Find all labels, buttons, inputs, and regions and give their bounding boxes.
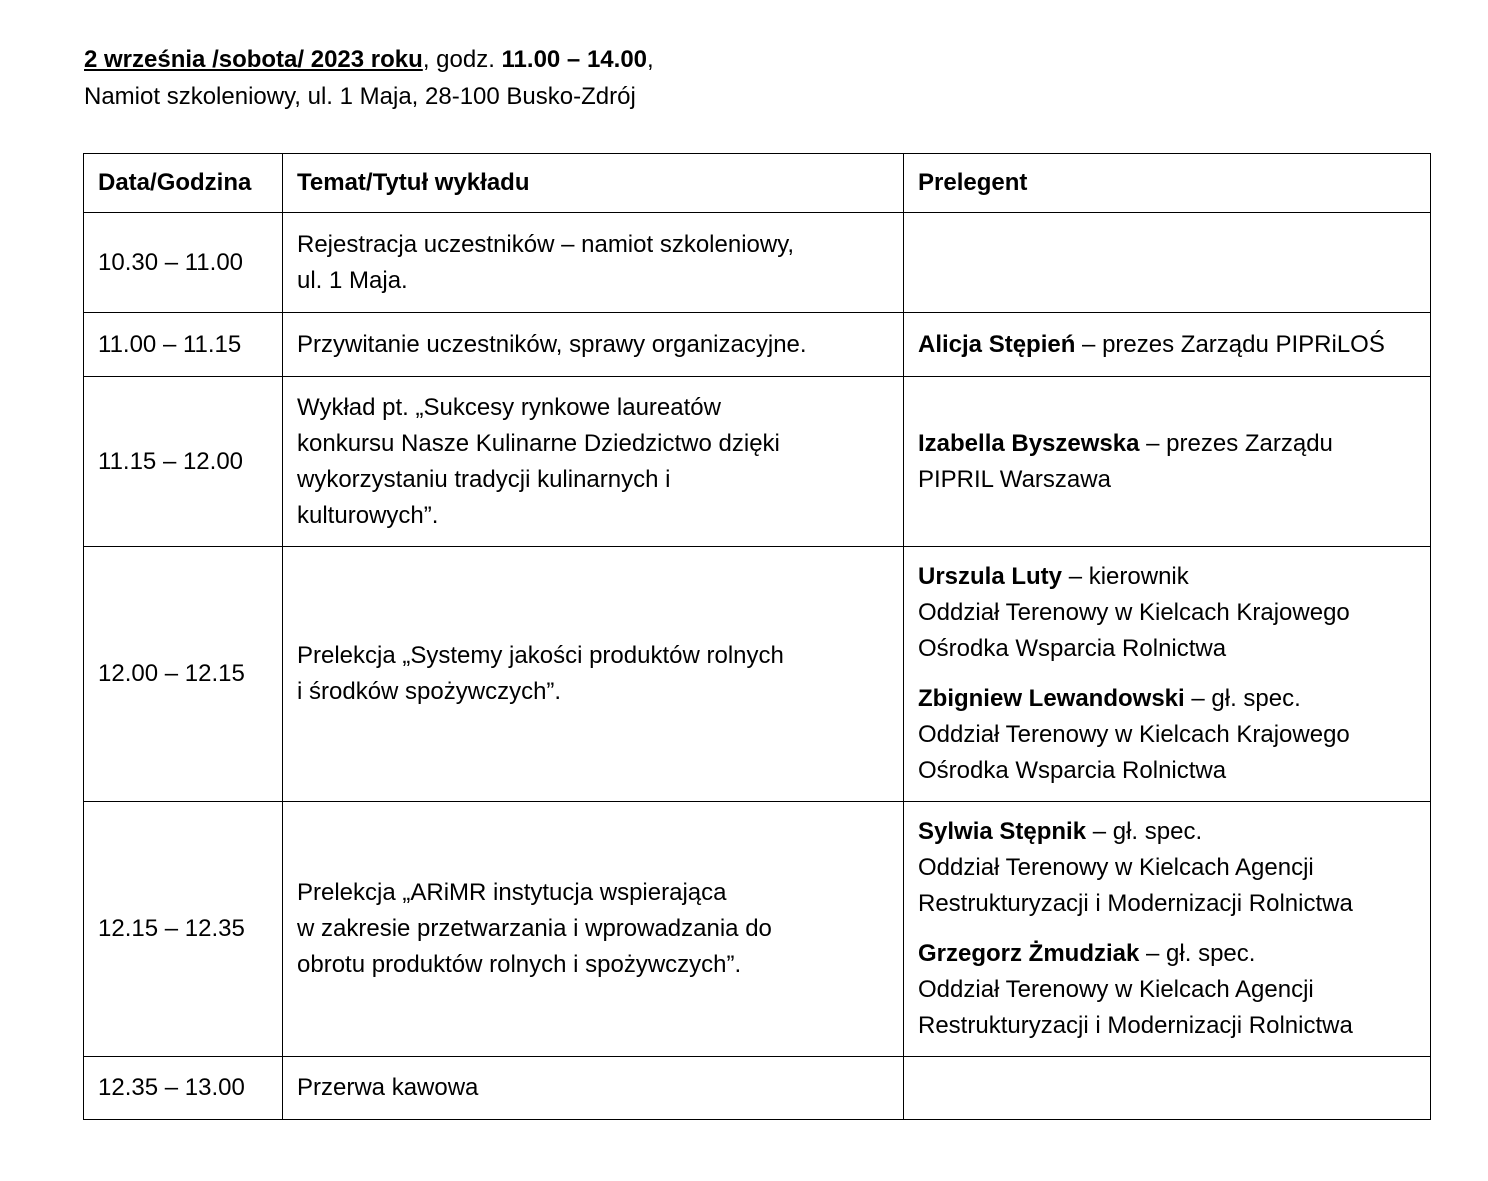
speaker-cell — [904, 802, 1431, 1057]
topic-line: Przywitanie uczestników, sprawy organizacyjne. — [297, 330, 807, 358]
speaker-affiliation-line: Oddział Terenowy w Kielcach Krajowego — [918, 721, 1350, 748]
time-cell: 10.30 – 11.00 — [84, 213, 283, 313]
topic-line: Prelekcja „Systemy jakości produktów rolnych — [297, 642, 784, 669]
speaker-name: Sylwia Stępnik — [918, 818, 1087, 845]
topic-line: ul. 1 Maja. — [297, 266, 408, 294]
speaker-name: Zbigniew Lewandowski — [918, 685, 1185, 712]
speaker-affiliation-line: Ośrodka Wsparcia Rolnictwa — [918, 757, 1227, 784]
table-row — [84, 213, 1431, 313]
event-header — [84, 42, 654, 116]
topic-line: kulturowych”. — [297, 501, 439, 529]
event-hours: 11.00 – 14.00 — [501, 46, 648, 73]
table-row — [84, 802, 1431, 1057]
header-comma: , — [422, 46, 430, 73]
topic-cell — [283, 377, 904, 547]
event-location: Namiot szkoleniowy, ul. 1 Maja, 28-100 Busko-Zdrój — [84, 83, 636, 110]
speaker-affiliation-line: Restrukturyzacji i Modernizacji Rolnictwa — [918, 890, 1353, 917]
speaker-role: – gł. spec. — [1086, 818, 1203, 845]
speaker-entry — [918, 559, 1416, 667]
speaker-entry — [918, 681, 1416, 789]
speaker-affiliation-line: Ośrodka Wsparcia Rolnictwa — [918, 635, 1227, 662]
topic-line: Prelekcja „ARiMR instytucja wspierająca — [297, 879, 727, 906]
speaker-role: – gł. spec. — [1184, 685, 1301, 712]
speaker-affiliation-line: Oddział Terenowy w Kielcach Krajowego — [918, 599, 1350, 626]
time-cell: 12.00 – 12.15 — [84, 547, 283, 802]
speaker-cell — [904, 547, 1431, 802]
topic-line: konkursu Nasze Kulinarne Dziedzictwo dzięki — [297, 429, 780, 457]
event-date: 2 września /sobota/ 2023 roku — [84, 46, 423, 73]
event-date-line — [84, 42, 654, 79]
topic-line: obrotu produktów rolnych i spożywczych”. — [297, 951, 742, 978]
speaker-cell — [904, 1057, 1431, 1120]
speaker-entry — [918, 936, 1416, 1044]
speaker-cell — [904, 377, 1431, 547]
speaker-role: – gł. spec. — [1139, 940, 1256, 967]
topic-line: Wykład pt. „Sukcesy rynkowe laureatów — [297, 393, 721, 421]
speaker-entry — [918, 327, 1416, 363]
column-header-topic: Temat/Tytuł wykładu — [283, 154, 904, 213]
table-row — [84, 377, 1431, 547]
table-header-row — [84, 154, 1431, 213]
speaker-affiliation-line: PIPRIL Warszawa — [918, 465, 1111, 493]
speaker-name-line — [918, 327, 1416, 363]
table-row — [84, 1057, 1431, 1120]
speaker-name-line — [918, 936, 1416, 972]
speaker-name-line — [918, 681, 1416, 717]
speaker-name: Izabella Byszewska — [918, 429, 1140, 457]
table-row — [84, 313, 1431, 377]
topic-line: wykorzystaniu tradycji kulinarnych i — [297, 465, 671, 493]
topic-line: Rejestracja uczestników – namiot szkoleniowy, — [297, 230, 795, 258]
column-header-time: Data/Godzina — [84, 154, 283, 213]
speaker-role: – kierownik — [1062, 563, 1189, 590]
table-row — [84, 547, 1431, 802]
speaker-entry — [918, 426, 1416, 498]
time-cell: 12.35 – 13.00 — [84, 1057, 283, 1120]
speaker-name: Grzegorz Żmudziak — [918, 940, 1140, 967]
speaker-name-line — [918, 814, 1416, 850]
topic-cell — [283, 313, 904, 377]
speaker-name: Alicja Stępień — [918, 330, 1076, 358]
speaker-name: Urszula Luty — [918, 563, 1063, 590]
header-comma-2: , — [647, 46, 654, 73]
speaker-cell — [904, 213, 1431, 313]
time-cell: 12.15 – 12.35 — [84, 802, 283, 1057]
speaker-affiliation-line: Oddział Terenowy w Kielcach Agencji — [918, 854, 1314, 881]
speaker-role: – prezes Zarządu — [1139, 429, 1333, 457]
time-cell: 11.15 – 12.00 — [84, 377, 283, 547]
speaker-cell — [904, 313, 1431, 377]
topic-cell — [283, 547, 904, 802]
topic-line: i środków spożywczych”. — [297, 678, 562, 705]
speaker-affiliation-line: Restrukturyzacji i Modernizacji Rolnictwa — [918, 1012, 1353, 1039]
column-header-speaker: Prelegent — [904, 154, 1431, 213]
schedule-table — [83, 153, 1431, 1120]
speaker-entry — [918, 814, 1416, 922]
topic-cell — [283, 213, 904, 313]
hour-prefix: godz. — [429, 46, 502, 73]
speaker-name-line — [918, 559, 1416, 595]
time-cell: 11.00 – 11.15 — [84, 313, 283, 377]
speaker-name-line — [918, 426, 1416, 462]
topic-cell — [283, 802, 904, 1057]
topic-line: Przerwa kawowa — [297, 1074, 479, 1101]
speaker-role: – prezes Zarządu PIPRiLOŚ — [1075, 330, 1385, 358]
topic-cell — [283, 1057, 904, 1120]
speaker-affiliation-line: Oddział Terenowy w Kielcach Agencji — [918, 976, 1314, 1003]
topic-line: w zakresie przetwarzania i wprowadzania do — [297, 915, 772, 942]
